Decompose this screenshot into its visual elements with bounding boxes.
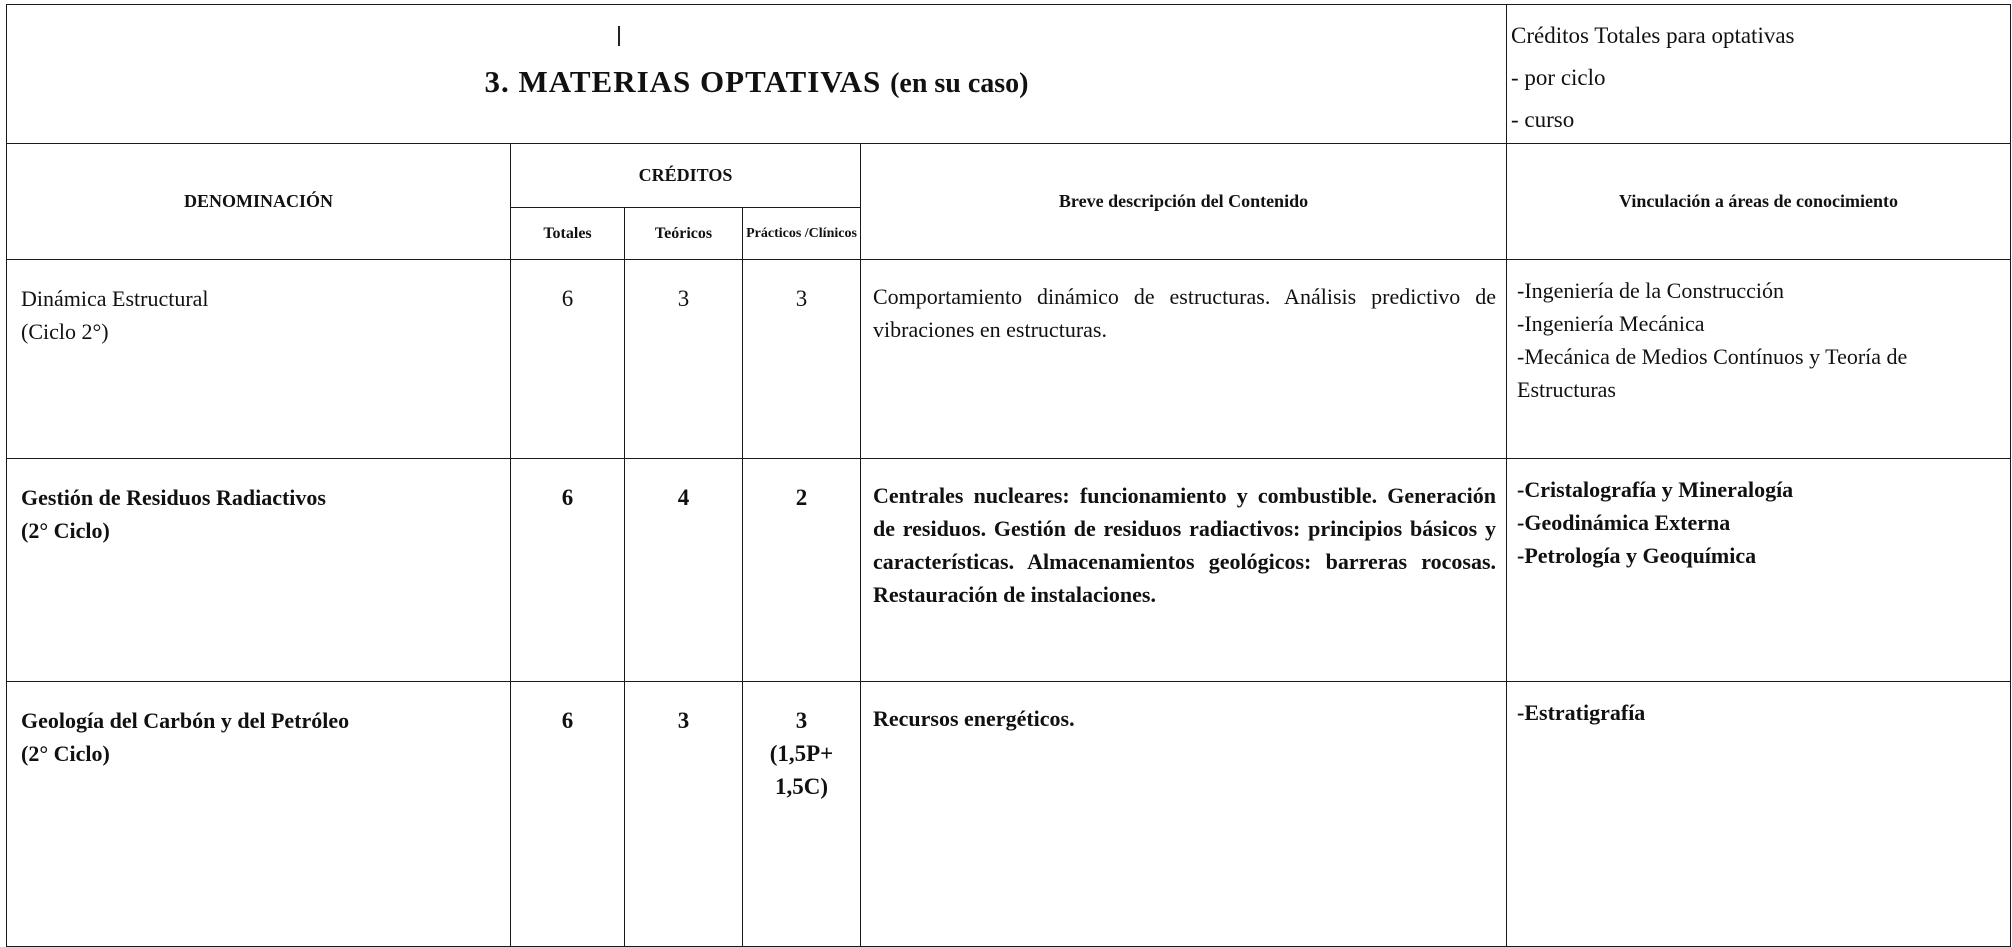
knowledge-areas-cell: [1507, 260, 2011, 459]
knowledge-area: -Ingeniería de la Construcción: [1517, 278, 1784, 303]
subject-name: Gestión de Residuos Radiactivos: [21, 485, 326, 510]
title-cell: [7, 5, 1507, 144]
subject-description: Comportamiento dinámico de estructuras. Análisis predictivo de vibraciones en estructuras.: [861, 260, 1507, 459]
credits-practicos: 3: [795, 708, 808, 733]
subject-name: Dinámica Estructural: [21, 286, 209, 311]
document-page: [6, 4, 2010, 914]
optional-subjects-table: [6, 4, 2011, 947]
knowledge-area: -Geodinámica Externa: [1517, 510, 1731, 535]
optional-credits-per-course: - curso: [1511, 107, 1575, 132]
knowledge-area: -Mecánica de Medios Contínuos y Teoría de Estructuras: [1517, 344, 1908, 402]
subject-name-cell: [7, 459, 511, 682]
credits-practicos-cell: [743, 682, 861, 947]
header-row-1: [7, 144, 2011, 208]
title-row: [7, 5, 2011, 144]
knowledge-areas-cell: [1507, 682, 2011, 947]
optional-credits-label: Créditos Totales para optativas: [1511, 23, 1795, 48]
subject-cycle: (2° Ciclo): [21, 518, 110, 543]
col-denominacion: DENOMINACIÓN: [7, 144, 511, 260]
subject-name-cell: [7, 260, 511, 459]
knowledge-area: -Estratigrafía: [1517, 700, 1646, 725]
table-row: [7, 459, 2011, 682]
knowledge-area: -Petrología y Geoquímica: [1517, 543, 1757, 568]
scan-mark: [618, 26, 620, 46]
subject-cycle: (Ciclo 2°): [21, 319, 109, 344]
subject-cycle: (2° Ciclo): [21, 741, 110, 766]
credits-practicos: 2: [795, 485, 808, 510]
title-paren: (en su caso): [890, 68, 1029, 99]
table-row: [7, 260, 2011, 459]
credits-totales: 6: [511, 459, 625, 682]
credits-teoricos: 3: [625, 260, 743, 459]
col-totales: Totales: [511, 208, 625, 260]
table-row: [7, 682, 2011, 947]
col-descripcion: Breve descripción del Contenido: [861, 144, 1507, 260]
knowledge-areas-cell: [1507, 459, 2011, 682]
subject-name-cell: [7, 682, 511, 947]
subject-description: Recursos energéticos.: [861, 682, 1507, 947]
col-practicos: Prácticos /Clínicos: [743, 208, 861, 260]
credits-totales: 6: [511, 260, 625, 459]
col-creditos: CRÉDITOS: [511, 144, 861, 208]
subject-description: Centrales nucleares: funcionamiento y combustible. Generación de residuos. Gestión de residuos radiactivos: principios básicos y características. Almacenamientos geológicos: barreras rocosas. Restauración de instalaciones.: [861, 459, 1507, 682]
credits-practicos-detail: (1,5P+ 1,5C): [769, 741, 834, 799]
credits-practicos-cell: [743, 459, 861, 682]
credits-teoricos: 3: [625, 682, 743, 947]
optional-credits-per-cycle: - por ciclo: [1511, 65, 1606, 90]
knowledge-area: -Cristalografía y Mineralogía: [1517, 477, 1794, 502]
col-vinculacion: Vinculación a áreas de conocimiento: [1507, 144, 2011, 260]
knowledge-area: -Ingeniería Mecánica: [1517, 311, 1705, 336]
subject-name: Geología del Carbón y del Petróleo: [21, 708, 350, 733]
credits-teoricos: 4: [625, 459, 743, 682]
title-main: 3. MATERIAS OPTATIVAS: [484, 64, 882, 99]
page-title: [485, 64, 1029, 99]
col-teoricos: Teóricos: [625, 208, 743, 260]
optional-credits-cell: [1507, 5, 2011, 144]
credits-totales: 6: [511, 682, 625, 947]
credits-practicos: 3: [795, 286, 808, 311]
credits-practicos-cell: [743, 260, 861, 459]
